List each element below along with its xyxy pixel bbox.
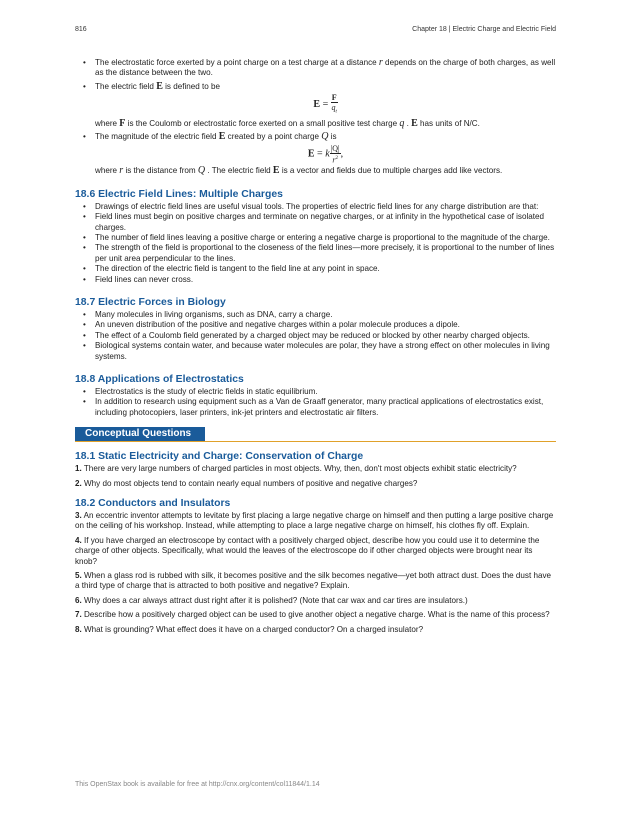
section-heading-18-8: 18.8 Applications of Electrostatics [75,373,244,385]
eq-den-symbol: r [332,155,336,165]
question-item [75,511,556,532]
where-text: . [404,118,412,128]
symbol-q: Q [321,131,329,143]
summary-item [75,82,556,129]
question-item [75,625,556,635]
symbol-q: q [399,117,405,129]
question-number: 1. [75,464,82,474]
eq-numerator: |Q| [330,143,340,153]
list-item: • Many molecules in living organisms, such as DNA, carry a charge. [75,310,556,320]
list-item: • The strength of the field is proportional to the closeness of the field lines—more precisely, it is proportional to the number of lines per unit area perpendicular to the lines. [75,243,556,264]
list-item: • The number of field lines leaving a positive charge or entering a negative charge is proportional to the magnitude of the charge. [75,233,556,243]
question-text: Why does a car always attract dust right after it is polished? (Note that car wax and car tires are insulators.) [81,595,468,605]
list-item: • Field lines can never cross. [75,275,556,285]
eq-numerator: F [331,93,337,103]
question-item [75,464,556,474]
question-number: 7. [75,610,82,620]
list-item: • In addition to research using equipment such as a Van de Graaff generator, many practical applications of electrostatics exist, including photocopiers, laser printers, ink-jet printers and electrostatic air filters. [75,397,556,418]
symbol-r: r [378,57,383,68]
symbol-q: Q [197,165,206,177]
page-content [75,58,556,639]
summary-text: created by a point charge [225,132,322,142]
eq-constant: k [325,148,330,160]
symbol-f: F [119,117,126,129]
question-number: 4. [75,535,82,545]
question-number: 6. [75,595,82,605]
list-item: • Field lines must begin on positive charges and terminate on negative charges, or at infinity in the hypothetical case of isolated charges. [75,212,556,233]
list-item: • The direction of the electric field is tangent to the field line at any point in space. [75,264,556,274]
question-text: Why do most objects tend to contain nearly equal numbers of positive and negative charges? [81,478,418,488]
where-text: is the distance from [123,166,198,176]
summary-text: The magnitude of the electric field [95,132,219,142]
page-footer: This OpenStax book is available for free at http://cnx.org/content/col11844/1.14 [75,781,320,788]
section-list-18-6 [75,202,556,285]
chapter-title: Chapter 18 | Electric Charge and Electric Field [412,26,556,33]
equation-point-charge-field: E = k $\frac{|Q|}{r^2}$ , [307,143,344,165]
question-heading-18-1: 18.1 Static Electricity and Charge: Conservation of Charge [75,451,364,463]
question-text: Describe how a positively charged object can be used to give another object a negative charge. What is the name of this process? [81,610,550,620]
eq-den-symbol: q [331,103,336,113]
question-item [75,596,556,606]
equation-field-definition: E = $\frac{F}{q_t}$ [313,93,337,115]
question-number: 8. [75,624,82,634]
eq-end: , [340,148,344,160]
section-list-18-8 [75,387,556,418]
eq-fraction [330,144,341,165]
eq-den-exponent: 2 [335,155,338,161]
question-list-18-1 [75,464,556,489]
eq-fraction [331,93,338,117]
eq-denominator [331,103,338,117]
summary-list [75,58,556,177]
summary-text: The electric field [95,81,157,91]
question-number: 3. [75,511,82,520]
where-text: where [95,118,120,128]
summary-text: depends on the charge of both charges, as well as the distance between the two. [95,58,556,78]
summary-text: The electrostatic force exerted by a point charge on a test charge at a distance [95,58,379,67]
eq-lhs: E [307,148,315,160]
question-item [75,479,556,489]
question-item [75,610,556,620]
section-heading-18-7: 18.7 Electric Forces in Biology [75,296,226,308]
list-item: • The effect of a Coulomb field generated by a charged object may be reduced or blocked by other nearby charged objects. [75,331,556,341]
question-text: What is grounding? What effect does it have on a charged conductor? On a charged insulator? [81,624,424,634]
symbol-e: E [411,117,418,129]
question-number: 2. [75,478,82,488]
symbol-e: E [156,80,163,92]
where-text: is the Coulomb or electrostatic force exerted on a small positive test charge [125,118,400,128]
symbol-e: E [218,131,226,143]
where-line [95,119,556,129]
page-header [75,26,556,38]
list-item: • Drawings of electric field lines are useful visual tools. The properties of electric field lines for any charge distribution are that: [75,202,556,212]
summary-item [75,132,556,176]
where-text: . The electric field [205,166,273,176]
list-item: • An uneven distribution of the positive and negative charges within a polar molecule produces a dipole. [75,320,556,330]
conceptual-questions-banner [75,427,556,442]
question-text: When a glass rod is rubbed with silk, it becomes positive and the silk becomes negative—yet both attract dust. Does the dust have a third type of charge that is attracted to both positive and negative? Explain. [75,571,551,591]
question-list-18-2 [75,511,556,635]
summary-text: is [328,132,337,142]
page-number: 816 [75,26,87,33]
conceptual-questions-title: Conceptual Questions [75,427,205,441]
summary-text: is defined to be [162,81,221,91]
section-heading-18-6: 18.6 Electric Field Lines: Multiple Charges [75,188,283,200]
list-item: • Electrostatics is the study of electric fields in static equilibrium. [75,387,556,397]
question-text: There are very large numbers of charged particles in most objects. Why, then, don't most objects exhibit static electricity? [81,464,517,474]
list-item: • Biological systems contain water, and because water molecules are polar, they have a strong effect on other molecules in living systems. [75,341,556,362]
where-line [95,166,556,176]
where-text: where [95,166,120,176]
question-text: If you have charged an electroscope by contact with a positively charged object, describe how you could use it to determine the charge of other objects. Specifically, what would the leaves of the electroscope do if other charged objects were brought near its knob? [75,535,540,566]
question-text: An eccentric inventor attempts to levitate by first placing a large negative charge on himself and then putting a large positive charge on the ceiling of his workshop. Instead, while attempting to place a large negative charge on himself, his clothes fly off. Explain. [75,511,554,531]
symbol-r: r [119,165,124,177]
eq-denominator [330,154,341,165]
question-heading-18-2: 18.2 Conductors and Insulators [75,498,231,509]
eq-den-subscript: t [335,109,337,115]
summary-item [75,58,556,79]
section-list-18-7 [75,310,556,362]
question-number: 5. [75,571,82,581]
where-text: has units of N/C. [417,118,480,128]
question-item [75,571,556,592]
where-text: is a vector and fields due to multiple charges add like vectors. [279,166,503,176]
eq-lhs: E [313,99,321,111]
question-item [75,536,556,567]
symbol-e: E [272,165,280,177]
